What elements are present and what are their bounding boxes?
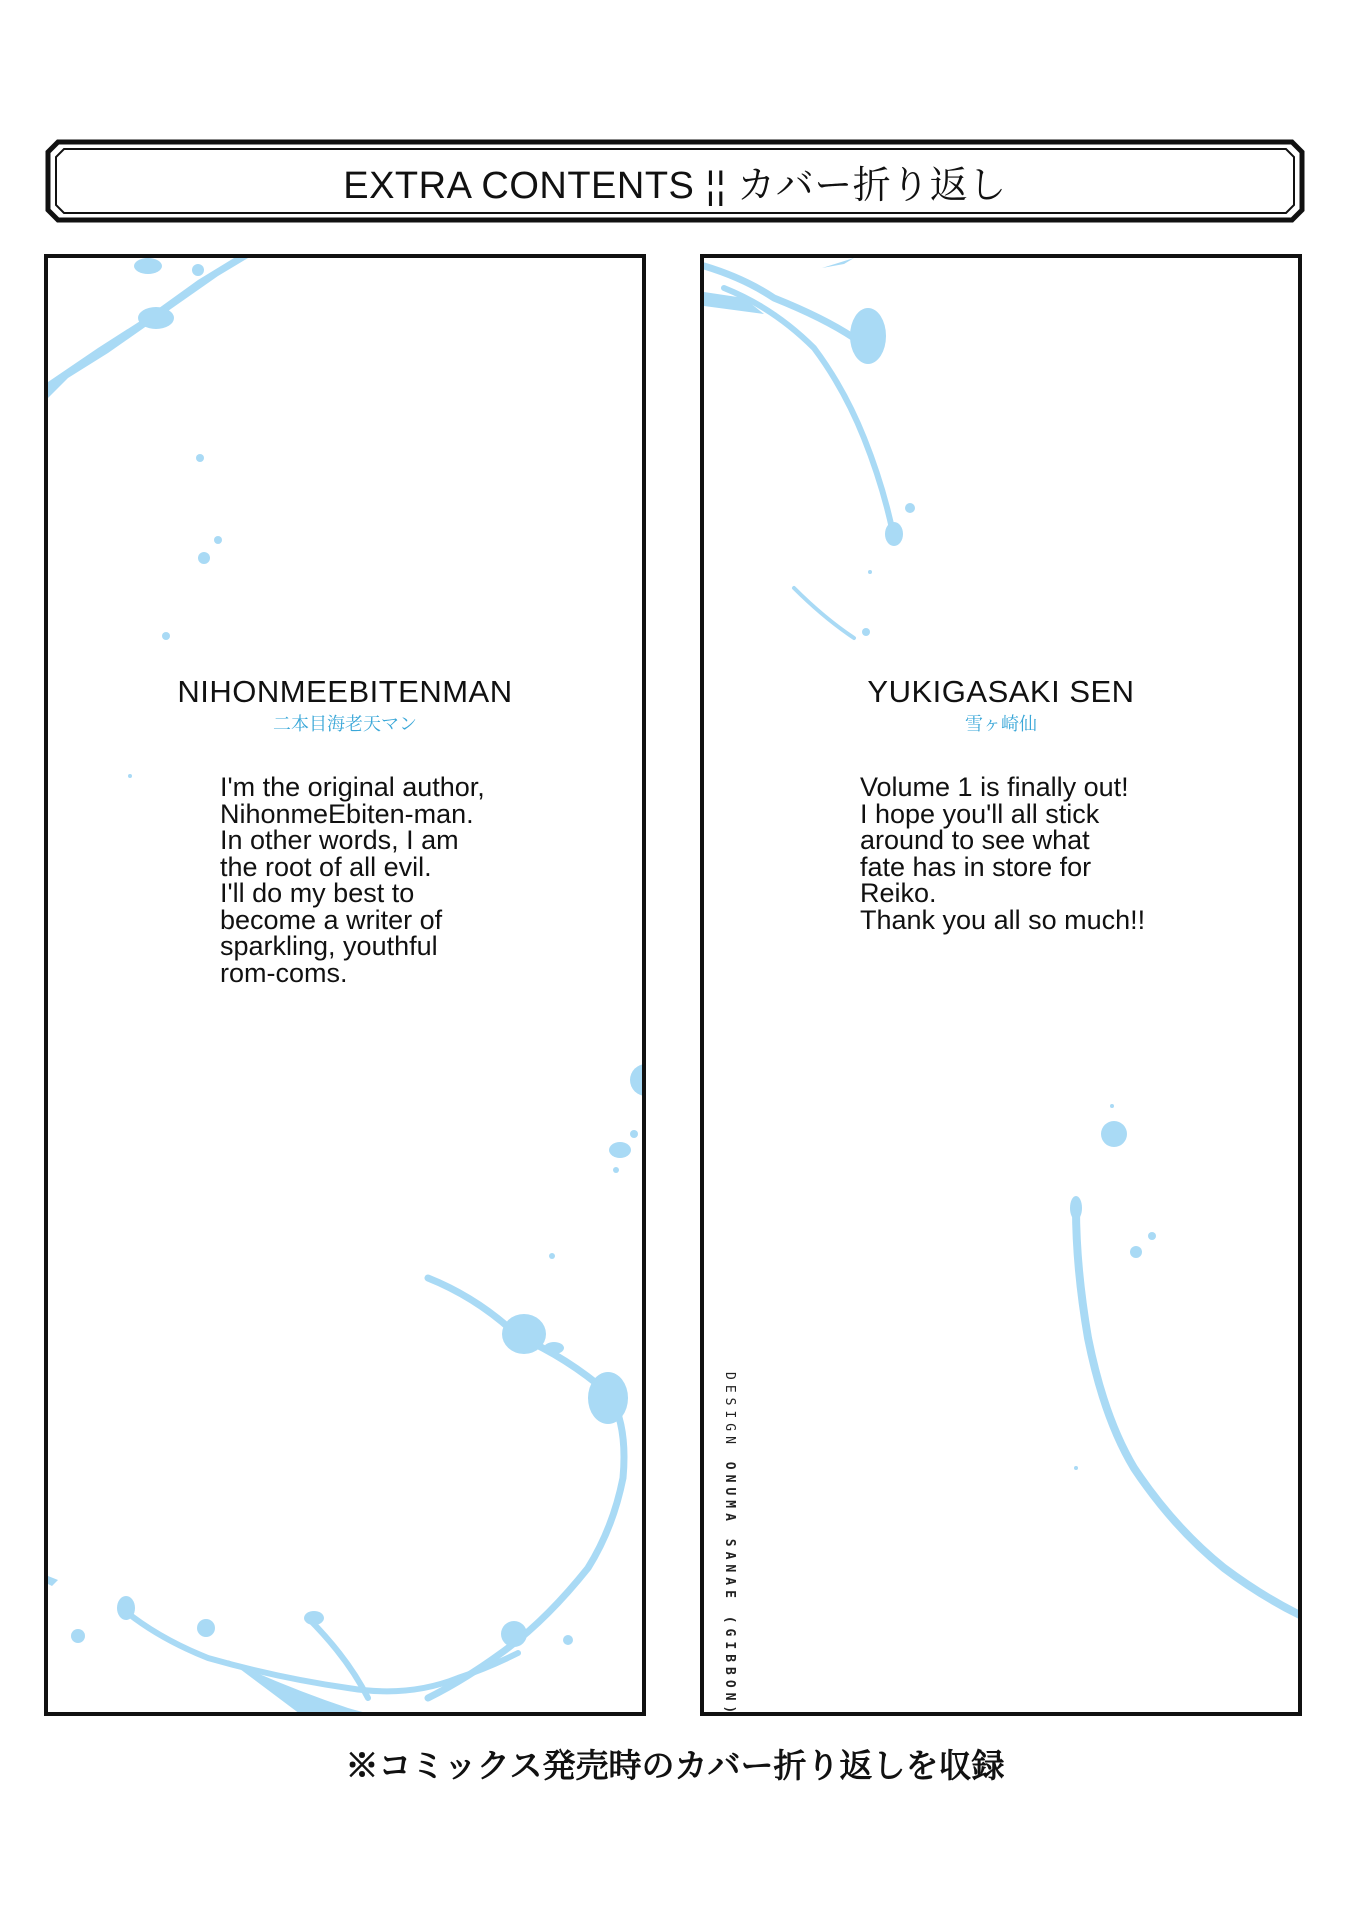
author-panel-left — [44, 254, 646, 1716]
message-line: the root of all evil. — [220, 851, 432, 882]
message-line: I'll do my best to — [220, 878, 415, 908]
author-name-jp-left: 二本目海老天マン — [273, 714, 417, 734]
message-line: I hope you'll all stick — [860, 798, 1100, 829]
message-line: become a writer of — [220, 904, 443, 935]
message-line: Volume 1 is finally out! — [860, 772, 1129, 802]
message-line: rom-coms. — [220, 957, 348, 988]
ink-splash-right — [704, 258, 1302, 1716]
author-message-right — [860, 774, 1145, 933]
message-line: In other words, I am — [220, 825, 459, 855]
page-title: EXTRA CONTENTS ¦¦ カバー折り返し — [343, 164, 1007, 207]
message-line: sparkling, youthful — [220, 931, 438, 961]
header-banner — [44, 138, 1306, 224]
message-line: NihonmeEbiten-man. — [220, 798, 474, 829]
design-credit — [722, 1372, 737, 1718]
author-panel-right — [700, 254, 1302, 1716]
author-name-right: YUKIGASAKI SEN — [867, 674, 1135, 709]
design-credit-prefix: DESIGN — [722, 1372, 737, 1449]
design-credit-name: ONUMA SANAE (GIBBON) — [722, 1461, 737, 1719]
footnote: ※コミックス発売時のカバー折り返しを収録 — [345, 1746, 1005, 1785]
message-line: Thank you all so much!! — [860, 904, 1146, 935]
author-message-left — [220, 774, 485, 986]
message-line: around to see what — [860, 825, 1090, 855]
message-line: fate has in store for — [860, 851, 1092, 882]
author-name-jp-right: 雪ヶ崎仙 — [965, 714, 1037, 734]
message-line: I'm the original author, — [220, 772, 485, 802]
message-line: Reiko. — [860, 878, 937, 908]
author-name-left: NIHONMEEBITENMAN — [177, 674, 513, 709]
